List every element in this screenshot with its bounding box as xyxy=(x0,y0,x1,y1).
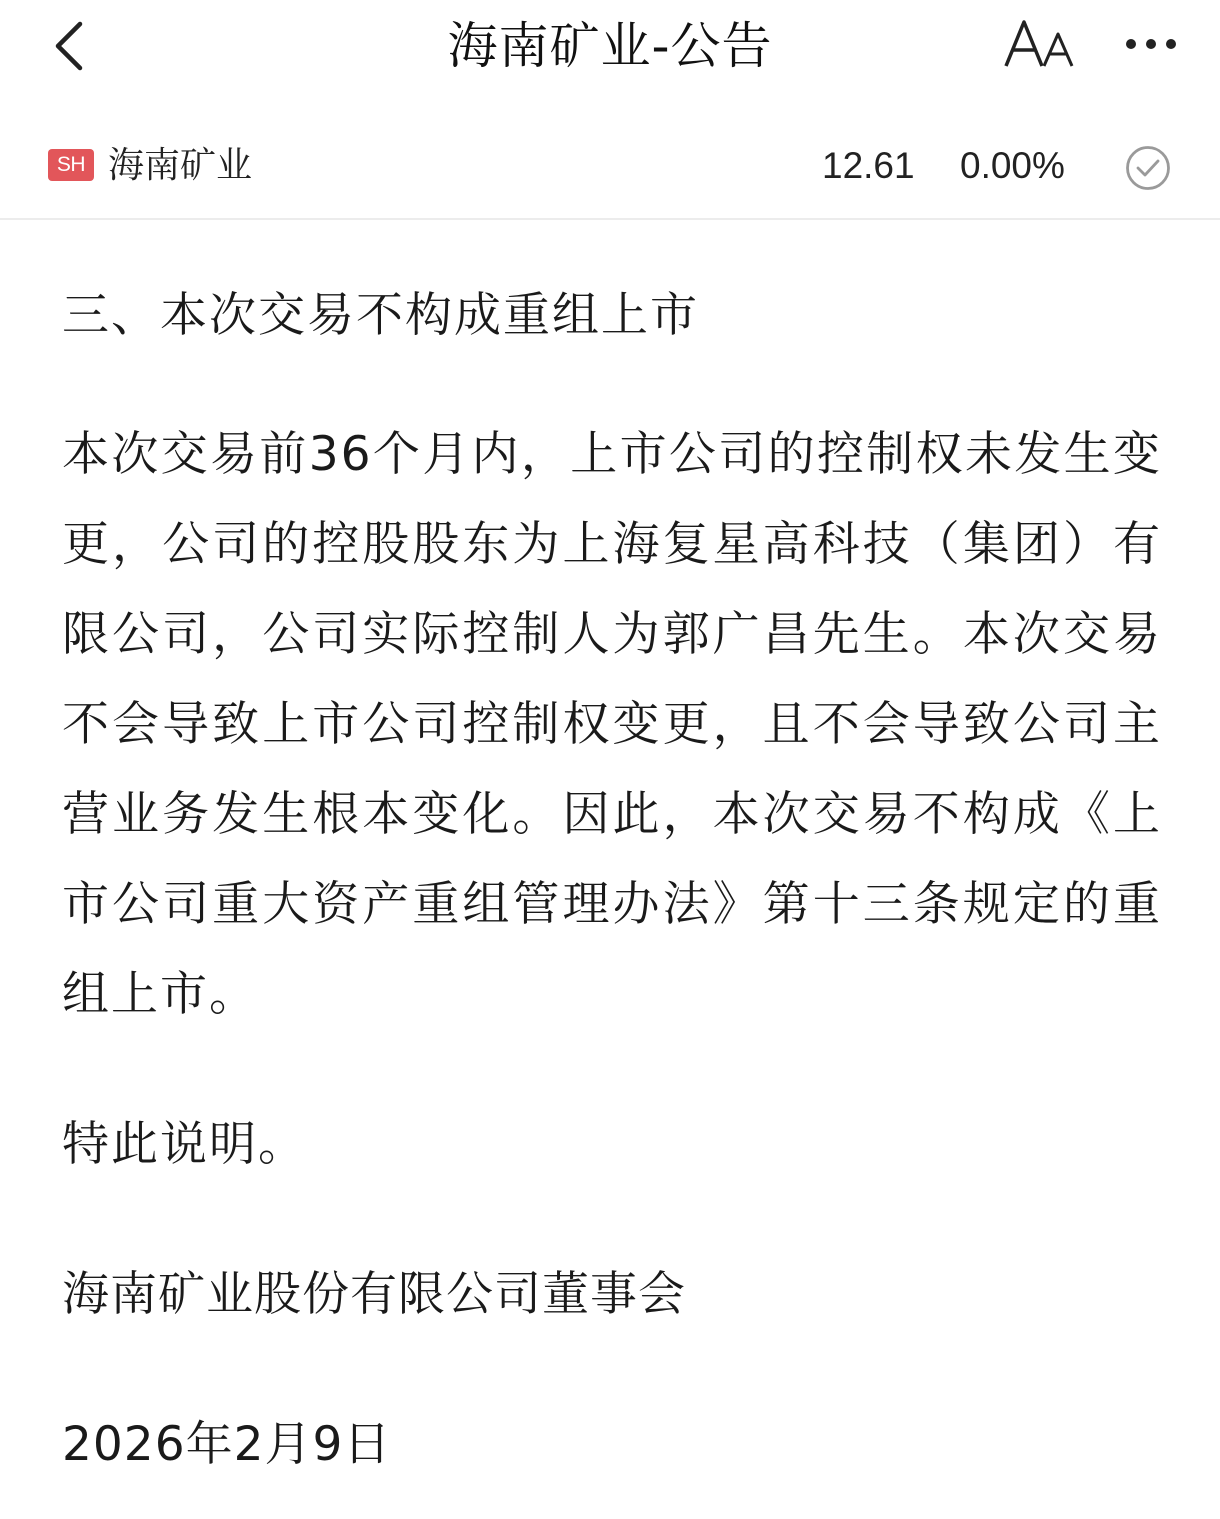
closing-statement: 特此说明。 xyxy=(62,1117,307,1172)
more-dot xyxy=(1166,39,1176,49)
stock-change-percent: 0.00% xyxy=(960,145,1065,186)
signature: 海南矿业股份有限公司董事会 xyxy=(62,1267,686,1322)
stock-name[interactable]: 海南矿业 xyxy=(108,145,253,186)
announcement-date: 2026年2月9日 xyxy=(62,1417,392,1472)
check-circle-icon xyxy=(1124,144,1172,192)
more-button[interactable] xyxy=(1118,20,1184,68)
announcement-body xyxy=(62,266,1162,1490)
more-horizontal-icon xyxy=(1126,39,1136,49)
font-size-icon xyxy=(1000,16,1080,72)
section-heading: 三、本次交易不构成重组上市 xyxy=(62,288,699,343)
stock-info-bar[interactable] xyxy=(0,120,1220,220)
page-title: 海南矿业-公告 xyxy=(447,17,773,75)
follow-button[interactable] xyxy=(1124,144,1172,192)
more-dot xyxy=(1146,39,1156,49)
back-button[interactable] xyxy=(40,14,96,78)
exchange-badge: SH xyxy=(48,149,94,181)
chevron-left-icon xyxy=(48,18,88,74)
font-size-button[interactable] xyxy=(1000,16,1080,72)
stock-price: 12.61 xyxy=(822,145,915,186)
body-paragraph: 本次交易前36个月内，上市公司的控制权未发生变更，公司的控股股东为上海复星高科技（集团）有限公司，公司实际控制人为郭广昌先生。本次交易不会导致上市公司控制权变更，且不会导致公司主营业务发生根本变化。因此，本次交易不构成《上市公司重大资产重组管理办法》第十三条规定的重组上市。 xyxy=(62,427,1162,1022)
top-navigation-bar xyxy=(0,0,1220,96)
